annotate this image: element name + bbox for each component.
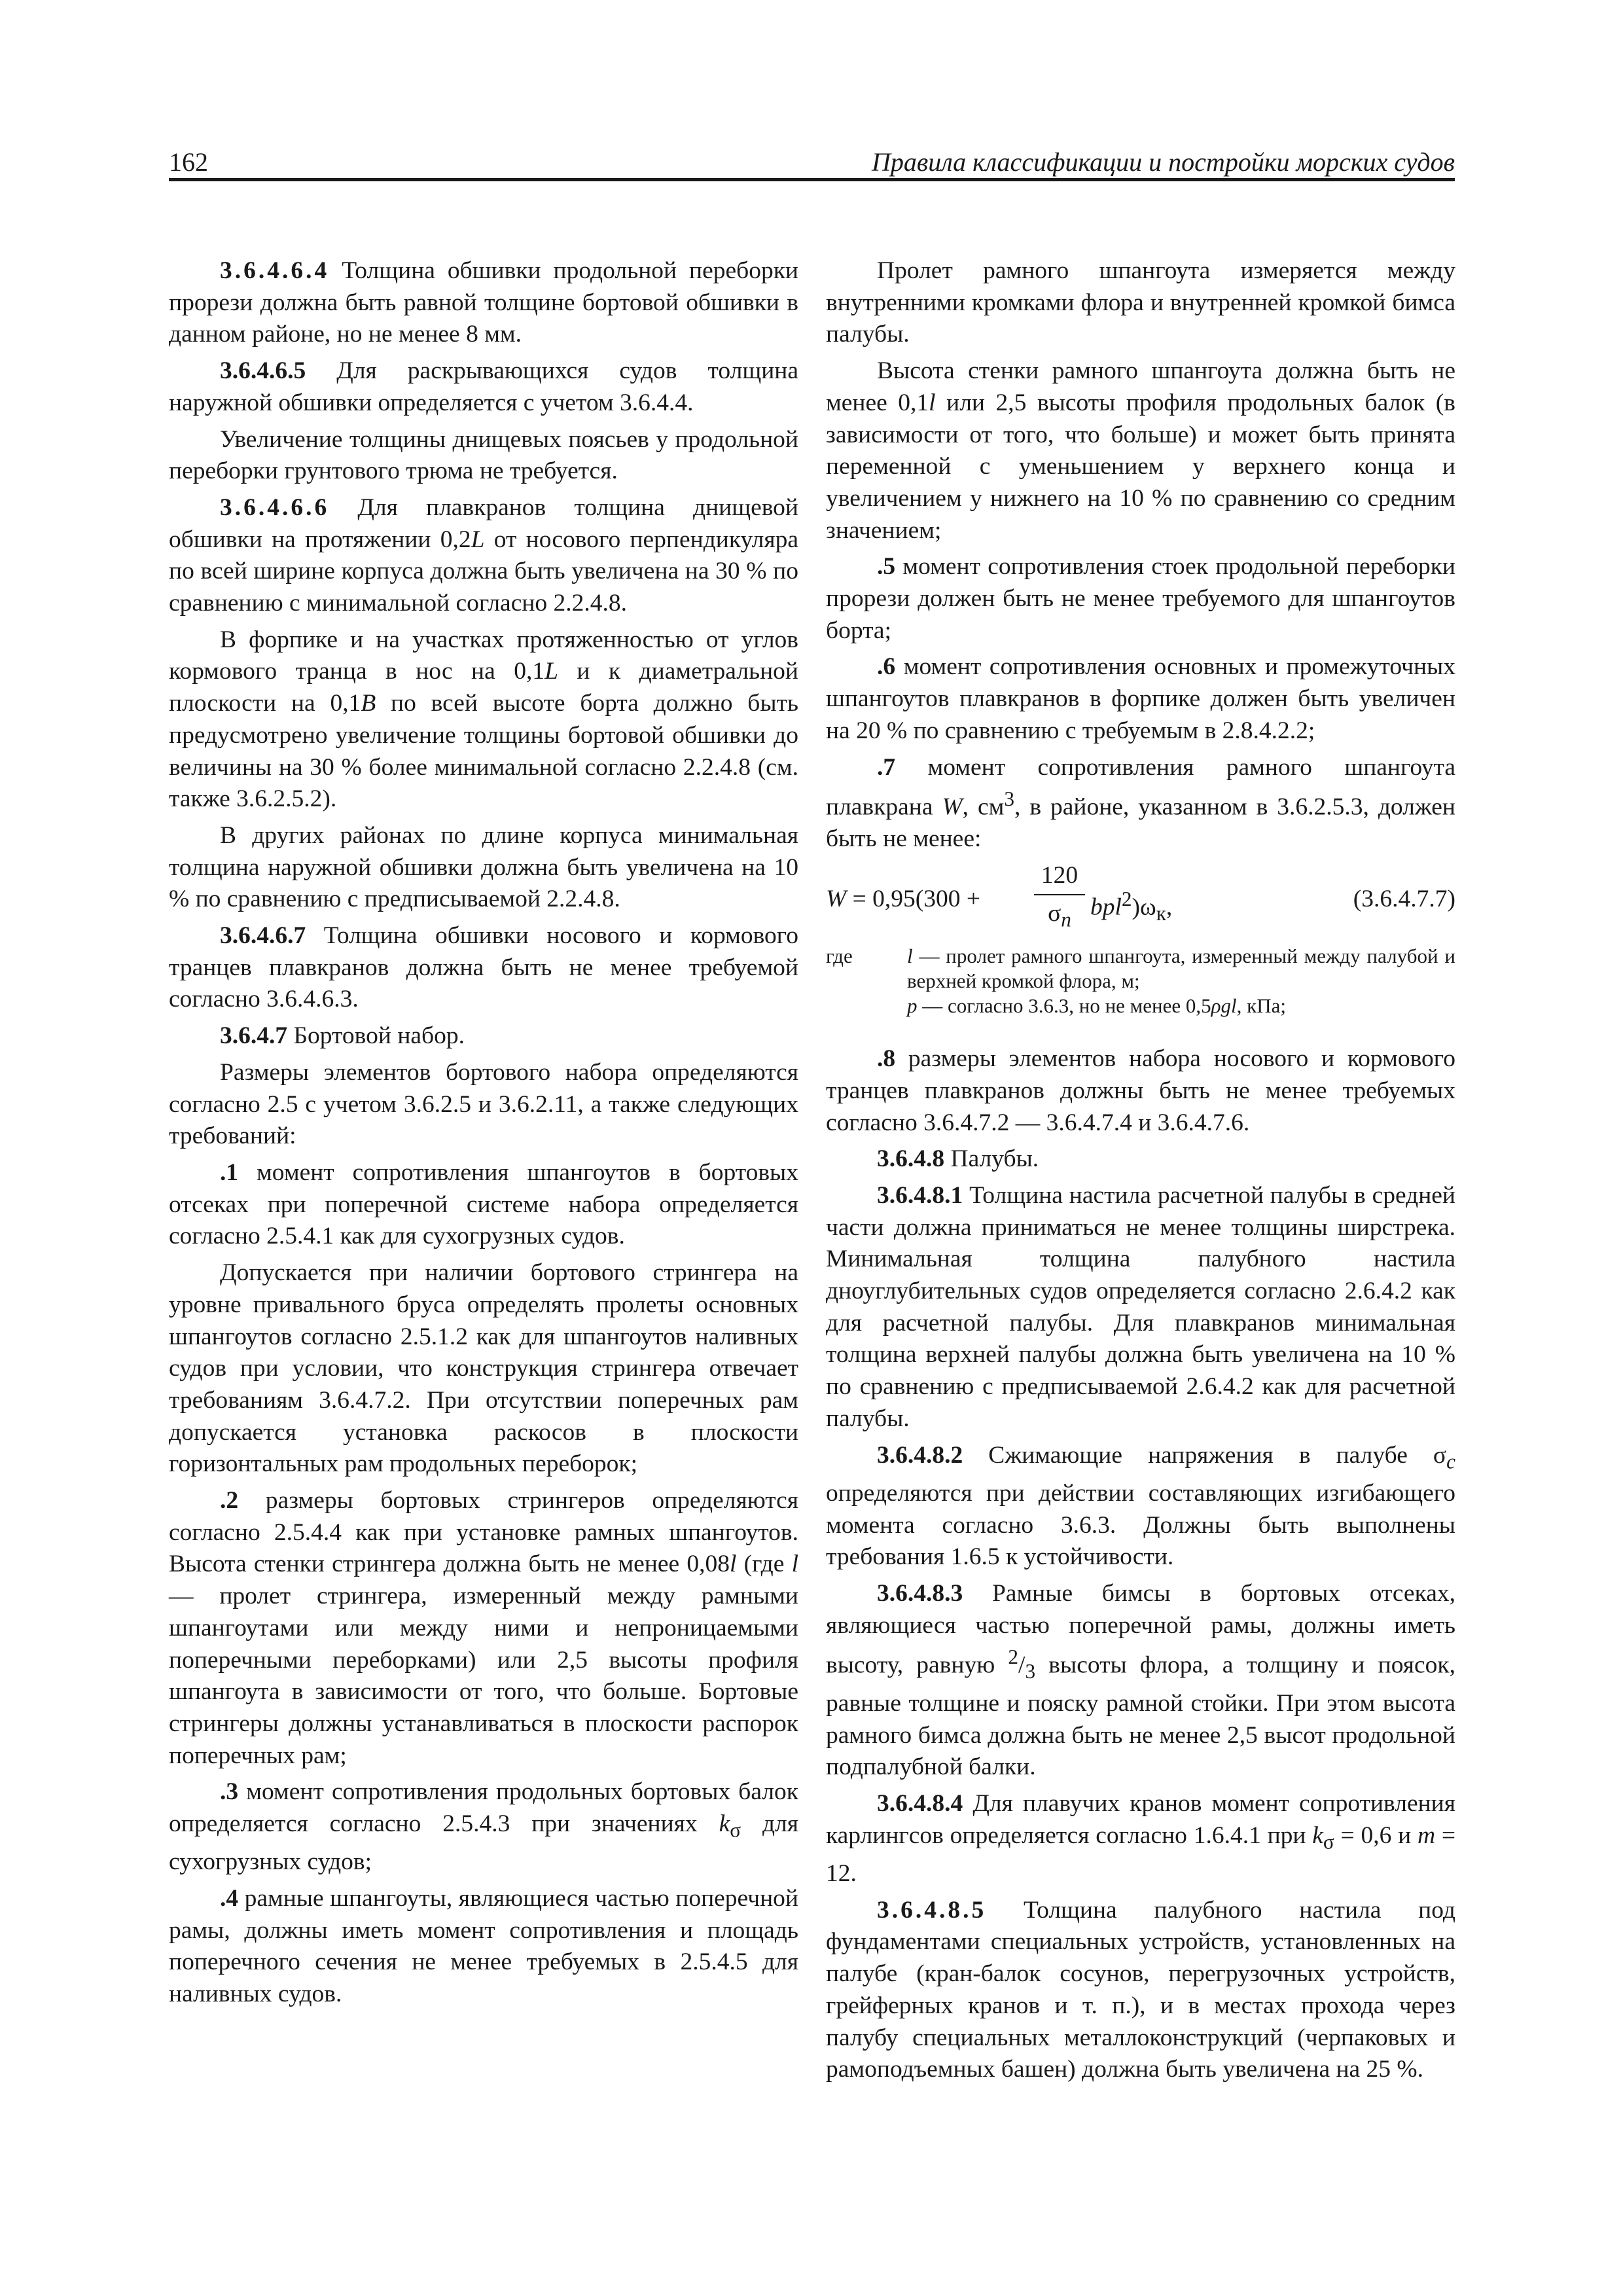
header-rule xyxy=(169,178,1455,181)
list-item: .4 рамные шпангоуты, являющиеся частью поперечной рамы, должны иметь момент сопротивления и площадь поперечного сечения не менее требуемых в 2.5.4.5 для наливных судов. xyxy=(169,1884,798,2008)
paragraph: Допускается при наличии бортового стрингера на уровне привального бруса определять пролеты основных шпангоутов согласно 2.5.1.2 как для шпангоутов наливных судов при условии, что конструкция стрингера отвечает требованиям 3.6.4.7.2. При отсутствии поперечных рам допускается установка раскосов в плоскости горизонтальных рам продольных переборок; xyxy=(169,1259,798,1478)
section-heading: 3.6.4.8 Палубы. xyxy=(877,1145,1039,1173)
formula-lhs: W = 0,95(300 + xyxy=(826,886,981,913)
list-item: .2 размеры бортовых стрингеров определяются согласно 2.5.4.4 как при установке рамных шпангоутов. Высота стенки стрингера должна быть не менее 0,08l (где l — пролет стрингера, измеренный между рамными шпангоутами или между ними и непроницаемыми поперечными переборками) или 2,5 высоты профиля шпангоута в зависимости от того, что больше. Бортовые стрингеры должны устанавливаться в плоскости распорок поперечных рам; xyxy=(169,1487,798,1769)
legend-l: l — пролет рамного шпангоута, измеренный между палубой и верхней кромкой флора, м; xyxy=(907,944,1455,993)
left-column xyxy=(169,255,798,2015)
paragraph: Размеры элементов бортового набора определяются согласно 2.5 с учетом 3.6.2.5 и 3.6.2.11, а также следующих требований: xyxy=(169,1058,798,1150)
page-number: 162 xyxy=(169,147,208,177)
page-header xyxy=(169,144,1455,181)
list-item: .7 момент сопротивления рамного шпангоута плавкрана W, $см^3$, в районе, указанном в 3.6.2.5.3, должен быть не менее: xyxy=(826,753,1456,853)
paragraph: Увеличение толщины днищевых поясьев у продольной переборки грунтового трюма не требуется. xyxy=(169,425,798,485)
list-item: .5 момент сопротивления стоек продольной переборки прорези должен быть не менее требуемого для шпангоутов борта; xyxy=(826,553,1455,644)
paragraph: 3.6.4.6.7 Толщина обшивки носового и кормового транцев плавкранов должна быть не менее требуемой согласно 3.6.4.6.3. xyxy=(169,922,798,1013)
running-title: Правила классификации и постройки морских судов xyxy=(871,147,1455,177)
paragraph: 3.6.4.8.1 Толщина настила расчетной палубы в средней части должна приниматься не менее толщины ширстрека. Минимальная толщина палубного настила дноуглубительных судов определяется согласно 2.6.4.2 как для расчетной палубы. Для плавкранов минимальная толщина верхней палубы должна быть увеличена на 10 % по сравнению с предписываемой 2.6.4.2 как для расчетной палубы. xyxy=(826,1181,1455,1432)
paragraph: Пролет рамного шпангоута измеряется между внутренними кромками флора и внутренней кромкой бимса палубы. xyxy=(826,257,1455,348)
paragraph: В других районах по длине корпуса минимальная толщина наружной обшивки должна быть увеличена на 10 % по сравнению с предписываемой 2.2.4.8. xyxy=(169,821,798,913)
formula xyxy=(826,860,1455,937)
paragraph: 3.6.4.6.5 Для раскрывающихся судов толщина наружной обшивки определяется с учетом 3.6.4.4. xyxy=(169,357,798,416)
paragraph: 3.6.4.8.3 Рамные бимсы в бортовых отсеках, являющиеся частью поперечной рамы, должны иметь высоту, равную $^2/_3$ высоты флора, а толщину и поясок, равные толщине и пояску рамной стойки. При этом высота рамного бимса должна быть не менее 2,5 высот продольной подпалубной балки. xyxy=(826,1579,1455,1781)
list-item: .8 размеры элементов набора носового и кормового транцев плавкранов должны быть не менее требуемых согласно 3.6.4.7.2 — 3.6.4.7.4 и 3.6.4.7.6. xyxy=(826,1045,1455,1136)
paragraph: 3.6.4.6.4 Толщина обшивки продольной переборки прорези должна быть равной толщине бортовой обшивки в данном районе, но не менее 8 мм. xyxy=(169,257,798,348)
paragraph: Высота стенки рамного шпангоута должна быть не менее 0,1l или 2,5 высоты профиля продольных балок (в зависимости от того, что больше) и может быть принята переменной с уменьшением у верхнего конца и увеличением у нижнего на 10 % по сравнению со средним значением; xyxy=(826,357,1455,544)
formula-rhs: $bpl^2)\omega_к$, xyxy=(1090,888,1173,925)
list-item: .3 момент сопротивления продольных бортовых балок определяется согласно 2.5.4.3 при значениях $k_\sigma$ для сухогрузных судов; xyxy=(169,1778,798,1876)
paragraph: 3.6.4.8.5 Толщина палубного настила под фундаментами специальных устройств, установленных на палубе (кран-балок сосунов, перегрузочных устройств, грейферных кранов и т. п.), и в местах прохода через палубу специальных металлоконструкций (черпаковых и рамоподъемных башен) должна быть увеличена на 25 %. xyxy=(826,1896,1455,2083)
list-item: .1 момент сопротивления шпангоутов в бортовых отсеках при поперечной системе набора определяется согласно 2.5.4.1 как для сухогрузных судов. xyxy=(169,1158,798,1250)
formula-fraction: 120 $\sigma_n$ xyxy=(1034,860,1085,936)
paragraph: 3.6.4.8.2 Сжимающие напряжения в палубе $\sigma_с$ определяются при действии составляющих изгибающего момента согласно 3.6.3. Должны быть выполнены требования 1.6.5 к устойчивости. xyxy=(826,1441,1455,1571)
formula-legend: где l — пролет рамного шпангоута, измеренный между палубой и верхней кромкой флора, м; p — согласно 3.6.3, но не менее 0,5ρgl, кПа; xyxy=(826,944,1455,1018)
paragraph: В форпике и на участках протяженностью от углов кормового транца в нос на 0,1L и к диаметральной плоскости на 0,1B по всей высоте борта должно быть предусмотрено увеличение толщины бортовой обшивки до величины на 30 % более минимальной согласно 2.2.4.8 (см. также 3.6.2.5.2). xyxy=(169,626,799,813)
equation-number: (3.6.4.7.7) xyxy=(1353,886,1455,913)
paragraph: 3.6.4.6.6 Для плавкранов толщина днищевой обшивки на протяжении 0,2L от носового перпендикуляра по всей ширине корпуса должна быть увеличена на 30 % по сравнению с минимальной согласно 2.2.4.8. xyxy=(169,493,798,617)
paragraph: 3.6.4.8.4 Для плавучих кранов момент сопротивления карлингсов определяется согласно 1.6.4.1 при $k_\sigma = 0,6$ и m = 12. xyxy=(826,1790,1456,1888)
right-column xyxy=(826,255,1455,2090)
legend-p: p — согласно 3.6.3, но не менее 0,5ρgl, кПа; xyxy=(907,994,1286,1018)
section-heading: 3.6.4.7 Бортовой набор. xyxy=(220,1022,465,1050)
fraction-bar xyxy=(1034,894,1085,895)
list-item: .6 момент сопротивления основных и промежуточных шпангоутов плавкранов в форпике должен быть увеличен на 20 % по сравнению с требуемым в 2.8.4.2.2; xyxy=(826,653,1455,744)
